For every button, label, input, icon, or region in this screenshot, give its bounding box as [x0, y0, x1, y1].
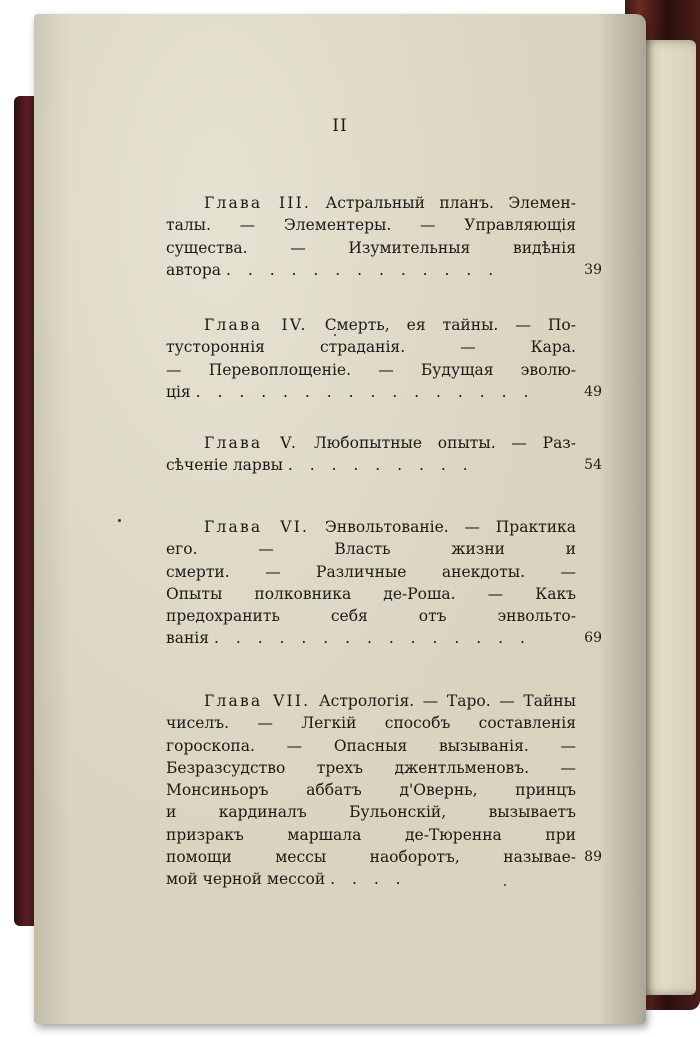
entry-line: Монсиньоръ аббатъ д'Овернь, принцъ: [166, 781, 576, 800]
entry-line: его. — Власть жизни и: [166, 540, 576, 559]
entry-line: предохранить себя отъ энвольто-: [166, 607, 576, 626]
page-reference: 54: [584, 457, 602, 474]
leader-dots: . . . . . . . . .: [287, 456, 474, 475]
entry-line: Энвольтованіе. — Практика: [324, 518, 576, 536]
entry-line: Безразсудство трехъ джентльменовъ. —: [166, 758, 576, 777]
facing-page-edge: [640, 40, 696, 995]
toc-entry-chapter-7: [166, 690, 602, 891]
entry-line: существа. — Изумительныя видѣнія: [166, 238, 576, 257]
entry-line: смерти. — Различные анекдоты. —: [166, 562, 576, 581]
leader-dots: . . . .: [330, 870, 407, 889]
chapter-label: Глава III.: [204, 194, 312, 212]
entry-line: талы. — Элементеры. — Управляющія: [166, 216, 576, 235]
page-reference: 39: [584, 261, 602, 278]
chapter-label: Глава VI.: [204, 518, 310, 536]
entry-line: мой черной мессой: [166, 870, 326, 889]
paper-speck: [334, 334, 336, 336]
leader-dots: . . . . . . . . . . . . . . . .: [195, 382, 535, 401]
entry-line: Опыты полковника де-Роша. — Какъ: [166, 584, 576, 603]
toc-entry-chapter-5: [166, 432, 602, 477]
toc-entry-chapter-4: [166, 314, 602, 403]
entry-line: Астральный планъ. Элемен-: [325, 194, 576, 212]
leader-dots: . . . . . . . . . . . . .: [225, 260, 500, 279]
paper-speck: [118, 519, 121, 522]
entry-line: Смерть, ея тайны. — По-: [324, 316, 576, 334]
entry-line: ція: [166, 382, 191, 401]
toc-entry-chapter-6: [166, 516, 602, 650]
chapter-label: Глава VII.: [204, 692, 311, 710]
chapter-label: Глава V.: [204, 434, 299, 452]
page-reference: 69: [584, 630, 602, 647]
entry-line: призракъ маршала де-Тюренна при: [166, 825, 576, 844]
entry-line: тустороннія страданія. — Кара.: [166, 338, 576, 357]
book-page: [34, 14, 646, 1024]
page-reference: 89: [584, 849, 602, 866]
leader-dots: . . . . . . . . . . . . . . .: [213, 629, 531, 648]
entry-line: помощи мессы наоборотъ, называе-: [166, 848, 576, 867]
chapter-label: Глава IV.: [204, 316, 308, 334]
entry-line: сѣченіе ларвы: [166, 456, 283, 475]
entry-line: — Перевоплощеніе. — Будущая эволю-: [166, 360, 576, 379]
entry-line: гороскопа. — Опасныя вызыванія. —: [166, 736, 576, 755]
entry-line: Астрологія. — Таро. — Тайны: [318, 692, 576, 710]
entry-line: автора: [166, 260, 222, 279]
entry-line: чиселъ. — Легкій способъ составленія: [166, 714, 576, 733]
entry-line: Любопытные опыты. — Раз-: [313, 434, 576, 452]
page-header-number: II: [332, 116, 348, 136]
page-reference: 49: [584, 383, 602, 400]
toc-entry-chapter-3: [166, 192, 602, 281]
paper-speck: [504, 884, 506, 886]
entry-line: ванія: [166, 629, 210, 648]
entry-line: и кардиналъ Бульонскій, вызываетъ: [166, 803, 576, 822]
